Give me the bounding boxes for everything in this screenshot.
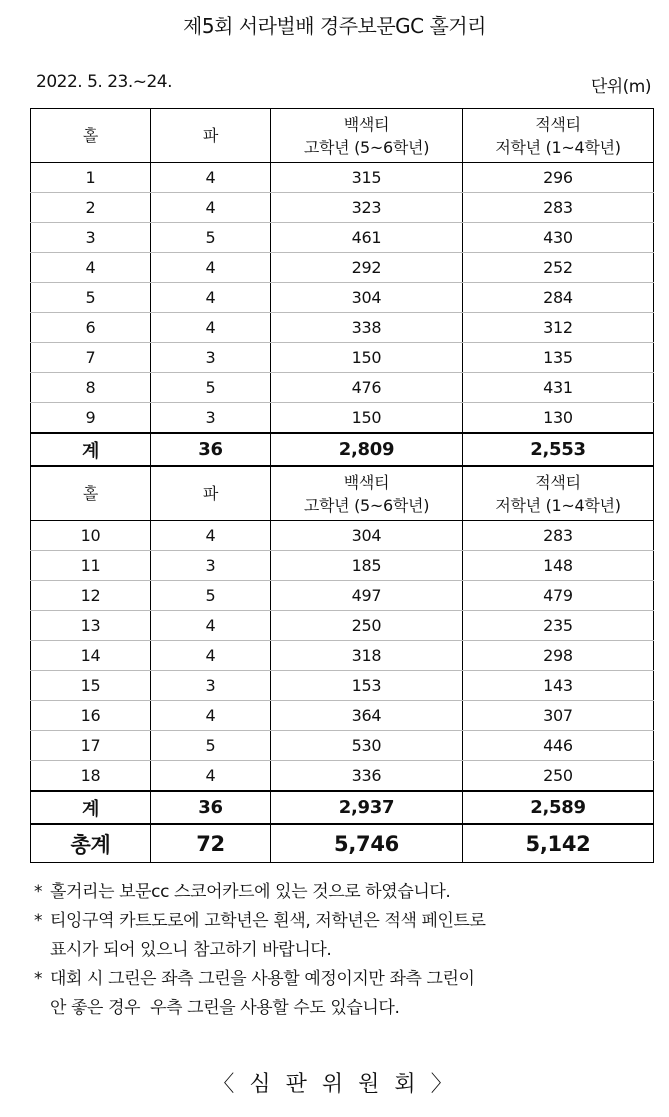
par-cell: 5 [151, 731, 271, 761]
note-text: 티잉구역 카트도로에 고학년은 흰색, 저학년은 적색 페인트로 [50, 911, 486, 931]
header-red-sub: 저학년 (1~4학년) [495, 495, 621, 515]
hole-cell: 18 [31, 761, 151, 792]
red-cell: 430 [463, 223, 654, 253]
yardage-table [30, 108, 654, 863]
header-red-title: 적색티 [535, 114, 581, 134]
sum-red: 2,589 [463, 791, 654, 824]
note-green [34, 965, 486, 1023]
total-row [31, 824, 654, 863]
note-bullet: * [34, 882, 43, 902]
header-white-tee [271, 109, 463, 163]
header-red-sub: 저학년 (1~4학년) [495, 137, 621, 157]
par-cell: 3 [151, 403, 271, 434]
white-cell: 292 [271, 253, 463, 283]
par-cell: 4 [151, 163, 271, 193]
red-cell: 307 [463, 701, 654, 731]
table-row [31, 641, 654, 671]
hole-cell: 3 [31, 223, 151, 253]
hole-cell: 6 [31, 313, 151, 343]
par-cell: 4 [151, 193, 271, 223]
white-cell: 153 [271, 671, 463, 701]
header-white-sub: 고학년 (5~6학년) [303, 495, 430, 515]
white-cell: 530 [271, 731, 463, 761]
white-cell: 476 [271, 373, 463, 403]
white-cell: 150 [271, 403, 463, 434]
par-cell: 4 [151, 521, 271, 551]
white-cell: 461 [271, 223, 463, 253]
table-row [31, 671, 654, 701]
sum-white: 2,809 [271, 433, 463, 466]
hole-cell: 14 [31, 641, 151, 671]
notes-section [34, 878, 486, 1023]
hole-cell: 9 [31, 403, 151, 434]
table-row [31, 313, 654, 343]
hole-cell: 12 [31, 581, 151, 611]
header-white-title: 백색티 [343, 114, 390, 134]
hole-cell: 10 [31, 521, 151, 551]
total-red: 5,142 [463, 824, 654, 863]
total-par: 72 [151, 824, 271, 863]
table-row [31, 521, 654, 551]
red-cell: 298 [463, 641, 654, 671]
hole-cell: 16 [31, 701, 151, 731]
total-white: 5,746 [271, 824, 463, 863]
header-hole: 홀 [31, 109, 151, 163]
red-cell: 283 [463, 521, 654, 551]
table-row [31, 761, 654, 792]
header-par: 파 [151, 109, 271, 163]
par-cell: 4 [151, 701, 271, 731]
sum-label: 계 [31, 791, 151, 824]
note-text-cont: 표시가 되어 있으니 참고하기 바랍니다. [50, 940, 332, 960]
white-cell: 336 [271, 761, 463, 792]
header-red-title: 적색티 [535, 472, 581, 492]
table-row [31, 731, 654, 761]
sum-label: 계 [31, 433, 151, 466]
red-cell: 479 [463, 581, 654, 611]
hole-cell: 15 [31, 671, 151, 701]
hole-cell: 8 [31, 373, 151, 403]
table-row [31, 193, 654, 223]
hole-cell: 4 [31, 253, 151, 283]
note-bullet: * [34, 969, 43, 989]
white-cell: 304 [271, 521, 463, 551]
red-cell: 431 [463, 373, 654, 403]
white-cell: 338 [271, 313, 463, 343]
back-sum-row [31, 791, 654, 824]
committee-signature: 〈 심 판 위 원 회 〉 [212, 1072, 457, 1097]
par-cell: 5 [151, 373, 271, 403]
sum-red: 2,553 [463, 433, 654, 466]
page-title: 제5회 서라벌배 경주보문GC 홀거리 [183, 14, 486, 38]
note-scorecard [34, 878, 486, 907]
sum-par: 36 [151, 791, 271, 824]
table-row [31, 701, 654, 731]
par-cell: 4 [151, 253, 271, 283]
hole-cell: 5 [31, 283, 151, 313]
table-row [31, 253, 654, 283]
red-cell: 250 [463, 761, 654, 792]
header-white-sub: 고학년 (5~6학년) [303, 137, 430, 157]
header-red-tee [463, 466, 654, 521]
header-white-title: 백색티 [343, 472, 390, 492]
header-par: 파 [151, 466, 271, 521]
hole-cell: 1 [31, 163, 151, 193]
table-row [31, 611, 654, 641]
white-cell: 323 [271, 193, 463, 223]
event-date: 2022. 5. 23.~24. [36, 72, 173, 92]
note-text-cont: 안 좋은 경우 우측 그린을 사용할 수도 있습니다. [50, 998, 400, 1018]
par-cell: 4 [151, 761, 271, 792]
table-row [31, 283, 654, 313]
header-hole: 홀 [31, 466, 151, 521]
white-cell: 318 [271, 641, 463, 671]
red-cell: 135 [463, 343, 654, 373]
par-cell: 5 [151, 581, 271, 611]
white-cell: 497 [271, 581, 463, 611]
par-cell: 5 [151, 223, 271, 253]
red-cell: 296 [463, 163, 654, 193]
red-cell: 235 [463, 611, 654, 641]
note-bullet: * [34, 911, 43, 931]
sum-par: 36 [151, 433, 271, 466]
white-cell: 304 [271, 283, 463, 313]
header-red-tee [463, 109, 654, 163]
header-white-tee [271, 466, 463, 521]
red-cell: 283 [463, 193, 654, 223]
front-sum-row [31, 433, 654, 466]
note-text: 홀거리는 보문cc 스코어카드에 있는 것으로 하였습니다. [50, 882, 451, 902]
red-cell: 130 [463, 403, 654, 434]
table-row [31, 163, 654, 193]
note-text: 대회 시 그린은 좌측 그린을 사용할 예정이지만 좌측 그린이 [50, 969, 475, 989]
par-cell: 4 [151, 313, 271, 343]
par-cell: 3 [151, 343, 271, 373]
hole-cell: 11 [31, 551, 151, 581]
table-header-front [31, 109, 654, 163]
white-cell: 250 [271, 611, 463, 641]
red-cell: 446 [463, 731, 654, 761]
white-cell: 150 [271, 343, 463, 373]
white-cell: 185 [271, 551, 463, 581]
par-cell: 4 [151, 283, 271, 313]
note-tee-marking [34, 907, 486, 965]
red-cell: 148 [463, 551, 654, 581]
table-row [31, 223, 654, 253]
par-cell: 3 [151, 551, 271, 581]
par-cell: 4 [151, 641, 271, 671]
sum-white: 2,937 [271, 791, 463, 824]
total-label: 총계 [31, 824, 151, 863]
red-cell: 312 [463, 313, 654, 343]
white-cell: 315 [271, 163, 463, 193]
hole-cell: 17 [31, 731, 151, 761]
hole-cell: 7 [31, 343, 151, 373]
hole-cell: 2 [31, 193, 151, 223]
table-row [31, 373, 654, 403]
red-cell: 143 [463, 671, 654, 701]
table-row [31, 551, 654, 581]
table-row [31, 403, 654, 434]
table-header-back [31, 466, 654, 521]
table-row [31, 343, 654, 373]
unit-label: 단위(m) [590, 77, 651, 97]
red-cell: 284 [463, 283, 654, 313]
par-cell: 3 [151, 671, 271, 701]
par-cell: 4 [151, 611, 271, 641]
white-cell: 364 [271, 701, 463, 731]
table-row [31, 581, 654, 611]
hole-cell: 13 [31, 611, 151, 641]
red-cell: 252 [463, 253, 654, 283]
